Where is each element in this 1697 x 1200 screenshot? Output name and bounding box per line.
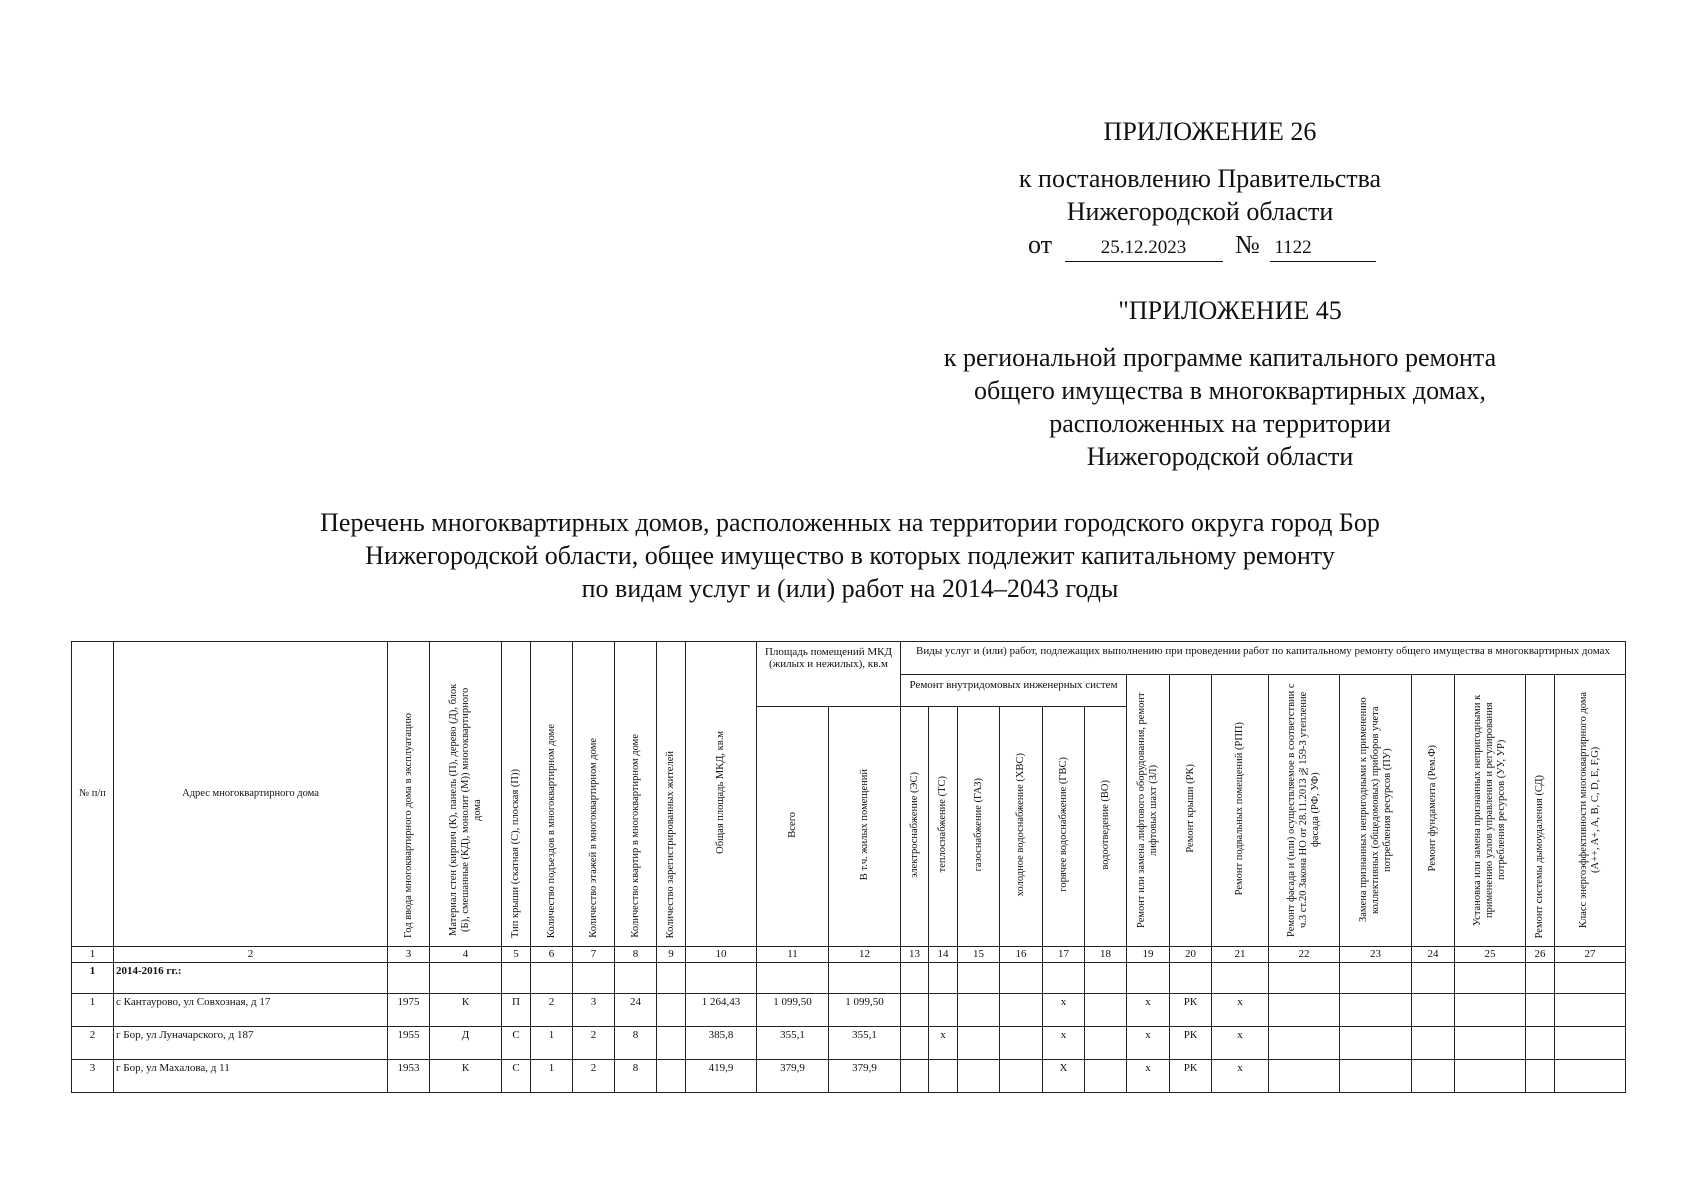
- section-empty-cell: [388, 963, 430, 994]
- section-empty-cell: [1555, 963, 1626, 994]
- table-cell: [901, 1027, 929, 1060]
- column-number-cell: 10: [686, 947, 757, 963]
- header-area-total: Всего: [757, 707, 829, 947]
- header-nodes: Установка или замена признанных непригодными к применению узлов управления и регулирования потребления ресурсов (УУ, УР): [1455, 675, 1526, 947]
- table-cell: [1412, 1027, 1455, 1060]
- table-cell: [1000, 1027, 1043, 1060]
- number-label: №: [1235, 230, 1260, 259]
- section-empty-cell: [757, 963, 829, 994]
- table-cell: [1412, 994, 1455, 1027]
- column-number-cell: 15: [958, 947, 1000, 963]
- section-row: [72, 963, 1626, 994]
- header-es: электроснабжение (ЭС): [901, 707, 929, 947]
- table-cell: [929, 994, 958, 1027]
- section-empty-cell: [502, 963, 531, 994]
- table-cell: 385,8: [686, 1027, 757, 1060]
- table-cell: [958, 1060, 1000, 1093]
- table-row: [72, 1027, 1626, 1060]
- column-number-cell: 7: [573, 947, 615, 963]
- table-body: [72, 947, 1626, 1093]
- decree-number: 1122: [1270, 235, 1376, 262]
- section-empty-cell: [615, 963, 657, 994]
- table-cell: х: [1127, 994, 1170, 1027]
- column-number-row: [72, 947, 1626, 963]
- decree-line: к постановлению Правительства: [1018, 164, 1382, 193]
- table-cell: х: [929, 1027, 958, 1060]
- decree-date: 25.12.2023: [1065, 235, 1223, 262]
- table-cell: [1269, 994, 1340, 1027]
- table-cell: [1526, 1027, 1555, 1060]
- table-cell: С: [502, 1060, 531, 1093]
- column-number-cell: 22: [1269, 947, 1340, 963]
- section-empty-cell: [686, 963, 757, 994]
- section-empty-cell: [1455, 963, 1526, 994]
- column-number-cell: 18: [1085, 947, 1127, 963]
- column-number-cell: 1: [72, 947, 114, 963]
- table-cell: [1269, 1027, 1340, 1060]
- table-cell: К: [430, 994, 502, 1027]
- appendix-45-title: "ПРИЛОЖЕНИЕ 45: [1118, 296, 1342, 325]
- appendix-title: ПРИЛОЖЕНИЕ 26: [1103, 117, 1317, 146]
- table-cell: РК: [1170, 1027, 1212, 1060]
- header-vo: водоотведение (ВО): [1085, 707, 1127, 947]
- housing-table: [71, 641, 1626, 1093]
- table-cell: х: [1127, 1027, 1170, 1060]
- table-cell: [1340, 1027, 1412, 1060]
- table-cell: [1555, 994, 1626, 1027]
- program-line: к региональной программе капитального ремонта: [943, 343, 1497, 372]
- table-cell: 355,1: [757, 1027, 829, 1060]
- header-total-area: Общая площадь МКД, кв.м: [686, 642, 757, 947]
- header-material: Материал стен (кирпич (К), панель (П), дерево (Д), блок (Б), смешанные (КД), монолит (М)) многоквартирного дома: [430, 642, 502, 947]
- column-number-cell: 17: [1043, 947, 1085, 963]
- table-cell: х: [1212, 994, 1269, 1027]
- table-cell: [958, 994, 1000, 1027]
- table-cell: 2: [573, 1060, 615, 1093]
- header-gaz: газоснабжение (ГАЗ): [958, 707, 1000, 947]
- table-cell: 2: [573, 1027, 615, 1060]
- address-cell: г Бор, ул Махалова, д 11: [114, 1060, 388, 1093]
- column-number-cell: 3: [388, 947, 430, 963]
- header-foundation: Ремонт фундамента (Рем.Ф): [1412, 675, 1455, 947]
- decree-reference: [960, 162, 1440, 228]
- decree-date-number-line: [1028, 228, 1376, 262]
- program-reference: [860, 341, 1580, 473]
- table-cell: [1526, 994, 1555, 1027]
- table-cell: 24: [615, 994, 657, 1027]
- table-cell: х: [1043, 994, 1085, 1027]
- column-number-cell: 14: [929, 947, 958, 963]
- header-systems-group: Ремонт внутридомовых инженерных систем: [901, 675, 1127, 707]
- header-meters: Замена признанных непригодными к применению коллективных (общедомовых) приборов учета потребления ресурсов (ПУ): [1340, 675, 1412, 947]
- table-cell: 1 099,50: [757, 994, 829, 1027]
- table-cell: К: [430, 1060, 502, 1093]
- table-cell: 2: [72, 1027, 114, 1060]
- header-basement: Ремонт подвальных помещений (РПП): [1212, 675, 1269, 947]
- table-cell: 379,9: [829, 1060, 901, 1093]
- table-cell: 2: [531, 994, 573, 1027]
- table-cell: х: [1212, 1060, 1269, 1093]
- table-cell: [1340, 1060, 1412, 1093]
- table-cell: 3: [72, 1060, 114, 1093]
- column-number-cell: 2: [114, 947, 388, 963]
- header-year: Год ввода многоквартирного дома в эксплуатацию: [388, 642, 430, 947]
- header-hvs: холодное водоснабжение (ХВС): [1000, 707, 1043, 947]
- section-empty-cell: [1526, 963, 1555, 994]
- column-number-cell: 8: [615, 947, 657, 963]
- section-empty-cell: [531, 963, 573, 994]
- table-cell: [1455, 1027, 1526, 1060]
- table-cell: 8: [615, 1027, 657, 1060]
- table-cell: 1975: [388, 994, 430, 1027]
- column-number-cell: 23: [1340, 947, 1412, 963]
- header-area-group: Площадь помещений МКД (жилых и нежилых), кв.м: [757, 642, 901, 707]
- header-gvs: горячее водоснабжение (ГВС): [1043, 707, 1085, 947]
- table-cell: [958, 1027, 1000, 1060]
- column-number-cell: 21: [1212, 947, 1269, 963]
- section-label: 2014-2016 гг.:: [114, 963, 388, 994]
- from-label: от: [1028, 230, 1053, 259]
- column-number-cell: 12: [829, 947, 901, 963]
- section-empty-cell: [1127, 963, 1170, 994]
- header-entrances: Количество подъездов в многоквартирном доме: [531, 642, 573, 947]
- table-cell: [901, 1060, 929, 1093]
- header-facade: Ремонт фасада и (или) осуществляемое в соответствии с ч.3 ст.20 Закона НО от 28.11.2013 №159-З утепление фасада (РФ, УФ): [1269, 675, 1340, 947]
- section-empty-cell: [1085, 963, 1127, 994]
- column-number-cell: 26: [1526, 947, 1555, 963]
- column-number-cell: 27: [1555, 947, 1626, 963]
- list-title: [200, 506, 1500, 605]
- column-number-cell: 5: [502, 947, 531, 963]
- table-cell: [1555, 1060, 1626, 1093]
- program-line: Нижегородской области: [1086, 442, 1354, 471]
- section-empty-cell: [829, 963, 901, 994]
- table-cell: 1955: [388, 1027, 430, 1060]
- table-cell: [1555, 1027, 1626, 1060]
- decree-line: Нижегородской области: [1066, 197, 1334, 226]
- section-empty-cell: [657, 963, 686, 994]
- header-area-living: В т.ч. жилых помещений: [829, 707, 901, 947]
- table-cell: 379,9: [757, 1060, 829, 1093]
- section-empty-cell: [901, 963, 929, 994]
- section-empty-cell: [430, 963, 502, 994]
- header-lift: Ремонт или замена лифтового оборудования, ремонт лифтовых шахт (ЗЛ): [1127, 675, 1170, 947]
- header-roof-repair: Ремонт крыши (РК): [1170, 675, 1212, 947]
- address-cell: г Бор, ул Луначарского, д 187: [114, 1027, 388, 1060]
- table-cell: Д: [430, 1027, 502, 1060]
- column-number-cell: 24: [1412, 947, 1455, 963]
- section-empty-cell: [1412, 963, 1455, 994]
- housing-table-container: [71, 641, 1626, 1093]
- section-empty-cell: [573, 963, 615, 994]
- section-empty-cell: [929, 963, 958, 994]
- section-empty-cell: [1043, 963, 1085, 994]
- column-number-cell: 13: [901, 947, 929, 963]
- table-cell: [1000, 1060, 1043, 1093]
- column-number-cell: 6: [531, 947, 573, 963]
- table-row: [72, 994, 1626, 1027]
- table-cell: х: [1127, 1060, 1170, 1093]
- list-title-line: Нижегородской области, общее имущество в которых подлежит капитальному ремонту: [365, 541, 1335, 570]
- table-cell: Х: [1043, 1060, 1085, 1093]
- column-number-cell: 25: [1455, 947, 1526, 963]
- list-title-line: по видам услуг и (или) работ на 2014–2043 годы: [581, 574, 1119, 603]
- table-cell: 1 099,50: [829, 994, 901, 1027]
- table-cell: х: [1212, 1027, 1269, 1060]
- column-number-cell: 19: [1127, 947, 1170, 963]
- table-cell: 419,9: [686, 1060, 757, 1093]
- table-cell: [657, 994, 686, 1027]
- header-apartments: Количество квартир в многоквартирном доме: [615, 642, 657, 947]
- column-number-cell: 9: [657, 947, 686, 963]
- section-empty-cell: [1212, 963, 1269, 994]
- column-number-cell: 16: [1000, 947, 1043, 963]
- section-empty-cell: [1000, 963, 1043, 994]
- column-number-cell: 4: [430, 947, 502, 963]
- table-cell: 1: [531, 1060, 573, 1093]
- section-empty-cell: [1170, 963, 1212, 994]
- header-residents: Количество зарегистрированных жителей: [657, 642, 686, 947]
- table-cell: [901, 994, 929, 1027]
- table-cell: 1 264,43: [686, 994, 757, 1027]
- table-cell: [1085, 1060, 1127, 1093]
- header-roof-type: Тип крыши (скатная (С), плоская (П)): [502, 642, 531, 947]
- table-cell: 1953: [388, 1060, 430, 1093]
- section-empty-cell: [1269, 963, 1340, 994]
- table-cell: [657, 1060, 686, 1093]
- table-cell: [1269, 1060, 1340, 1093]
- table-cell: х: [1043, 1027, 1085, 1060]
- table-cell: 3: [573, 994, 615, 1027]
- table-cell: [1000, 994, 1043, 1027]
- header-energy: Класс энергоэффективности многоквартирного дома (A++, A+, A, B, C, D, E, F,G): [1555, 675, 1626, 947]
- header-works-group: Виды услуг и (или) работ, подлежащих выполнению при проведении работ по капитальному ремонту общего имущества в многоквартирных домах: [901, 642, 1626, 675]
- table-cell: [1085, 994, 1127, 1027]
- header-no: № п/п: [72, 642, 114, 947]
- address-cell: с Кантаурово, ул Совхозная, д 17: [114, 994, 388, 1027]
- section-empty-cell: [1340, 963, 1412, 994]
- section-empty-cell: [958, 963, 1000, 994]
- table-cell: [929, 1060, 958, 1093]
- header-smoke: Ремонт системы дымоудаления (СД): [1526, 675, 1555, 947]
- table-cell: 1: [531, 1027, 573, 1060]
- table-cell: РК: [1170, 1060, 1212, 1093]
- program-line: общего имущества в многоквартирных домах,: [974, 376, 1486, 405]
- table-cell: [1455, 1060, 1526, 1093]
- table-cell: 1: [72, 994, 114, 1027]
- section-number: 1: [72, 963, 114, 994]
- table-cell: [1085, 1027, 1127, 1060]
- header-floors: Количество этажей в многоквартирном доме: [573, 642, 615, 947]
- table-cell: 355,1: [829, 1027, 901, 1060]
- header-ts: теплоснабжение (ТС): [929, 707, 958, 947]
- table-cell: С: [502, 1027, 531, 1060]
- table-cell: [657, 1027, 686, 1060]
- table-cell: П: [502, 994, 531, 1027]
- table-row: [72, 1060, 1626, 1093]
- column-number-cell: 20: [1170, 947, 1212, 963]
- table-cell: [1526, 1060, 1555, 1093]
- table-cell: 8: [615, 1060, 657, 1093]
- table-cell: [1412, 1060, 1455, 1093]
- table-cell: [1455, 994, 1526, 1027]
- list-title-line: Перечень многоквартирных домов, расположенных на территории городского округа город Бор: [320, 508, 1380, 537]
- header-address: Адрес многоквартирного дома: [114, 642, 388, 947]
- column-number-cell: 11: [757, 947, 829, 963]
- table-cell: [1340, 994, 1412, 1027]
- program-line: расположенных на территории: [1049, 409, 1391, 438]
- table-cell: РК: [1170, 994, 1212, 1027]
